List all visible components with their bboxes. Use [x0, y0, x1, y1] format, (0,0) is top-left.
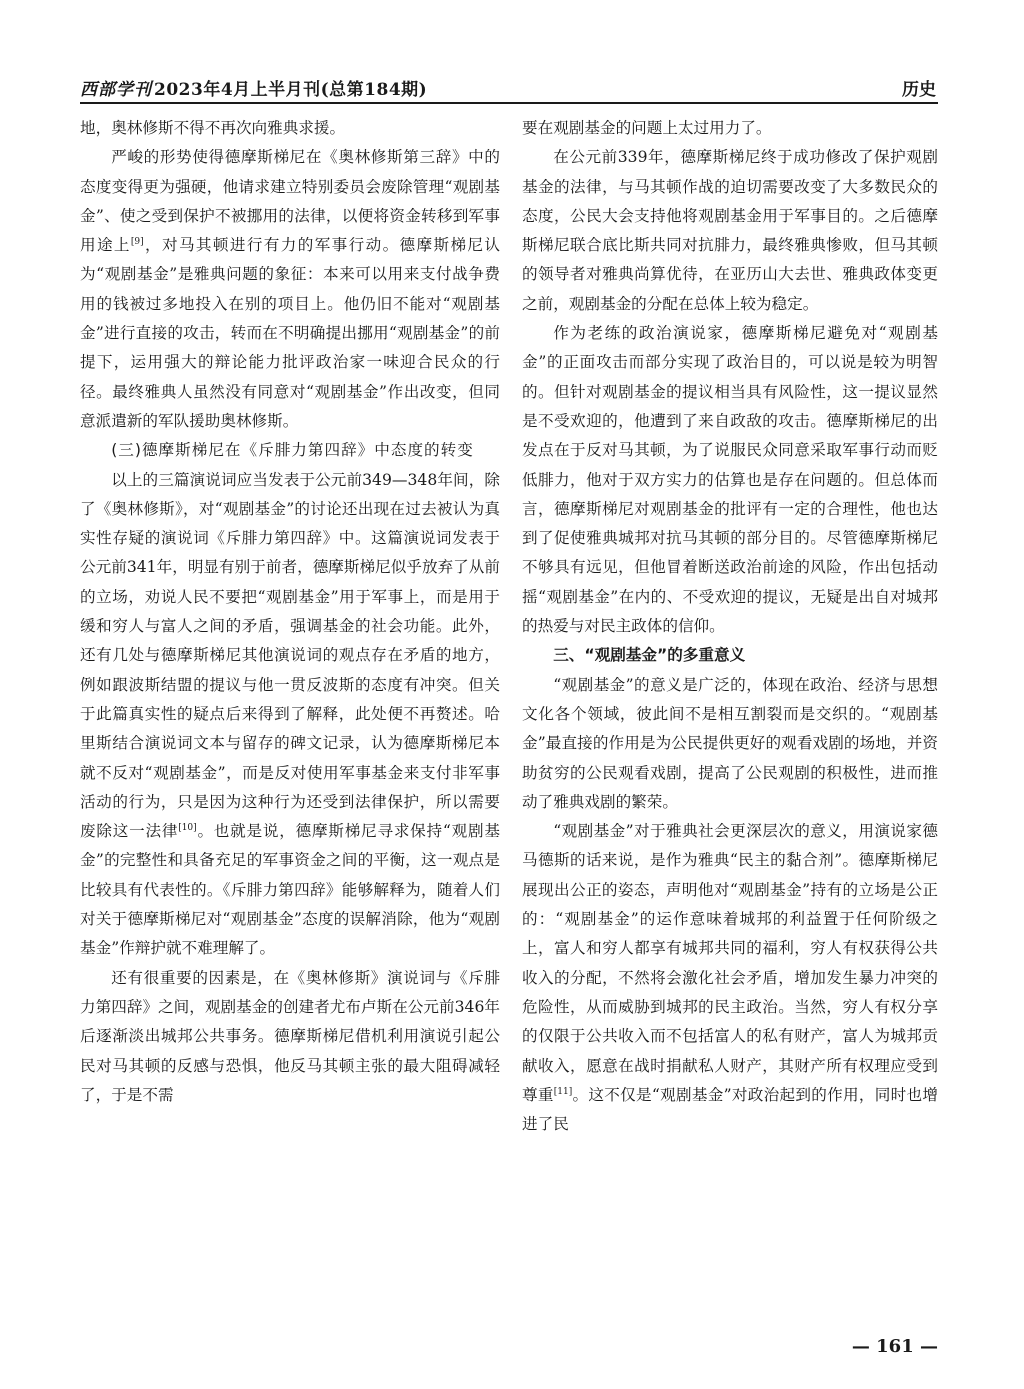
paragraph: 地，奥林修斯不得不再次向雅典求援。 — [80, 119, 346, 137]
paragraph — [80, 143, 500, 436]
paragraph — [80, 466, 500, 964]
left-column — [80, 114, 500, 1110]
right-column — [522, 114, 938, 1139]
journal-logo: 西部学刊 — [80, 80, 152, 100]
paragraph: 要在观剧基金的问题上太过用力了。 — [522, 119, 772, 137]
citation-ref: [11] — [553, 1086, 573, 1097]
paragraph: 在公元前339年，德摩斯梯尼终于成功修改了保护观剧基金的法律，与马其顿作战的迫切需要改变了大多数民众的态度，公民大会支持他将观剧基金用于军事目的。之后德摩斯梯尼联合底比斯共同对抗腓力，最终雅典惨败，但马其顿的领导者对雅典尚算优待，在亚历山大去世、雅典政体变更之前，观剧基金的分配在总体上较为稳定。 — [522, 148, 938, 313]
section-name: 历史 — [902, 80, 936, 100]
paragraph-text: 以上的三篇演说词应当发表于公元前349—348年间，除了《奥林修斯》，对“观剧基金”的讨论还出现在过去被认为真实性存疑的演说词《斥腓力第四辞》中。这篇演说词发表于公元前341年，明显有别于前者，德摩斯梯尼似乎放弃了从前的立场，劝说人民不要把“观剧基金”用于军事上，而是用于缓和穷人与富人之间的矛盾，强调基金的社会功能。此外，还有几处与德摩斯梯尼其他演说词的观点存在矛盾的地方，例如跟波斯结盟的提议与他一贯反波斯的态度有冲突。但关于此篇真实性的疑点后来得到了解释，此处便不再赘述。哈里斯结合演说词文本与留存的碑文记录，认为德摩斯梯尼本就不反对“观剧基金”，而是反对使用军事基金来支付非军事活动的行为，只是因为这种行为还受到法律保护，所以需要废除这一法律 — [80, 470, 500, 841]
paragraph-text: 。这不仅是“观剧基金”对政治起到的作用，同时也增进了民 — [522, 1085, 938, 1134]
running-header — [80, 72, 938, 104]
citation-ref: [10] — [178, 822, 197, 833]
paragraph-text: 。也就是说，德摩斯梯尼寻求保持“观剧基金”的完整性和具备充足的军事资金之间的平衡，这一观点是比较具有代表性的。《斥腓力第四辞》能够解释为，随着人们对关于德摩斯梯尼对“观剧基金”态度的误解消除，他为“观剧基金”作辩护就不难理解了。 — [80, 822, 500, 958]
paragraph: 作为老练的政治演说家，德摩斯梯尼避免对“观剧基金”的正面攻击而部分实现了政治目的，可以说是较为明智的。但针对观剧基金的提议相当具有风险性，这一提议显然是不受欢迎的，他遭到了来自政敌的攻击。德摩斯梯尼的出发点在于反对马其顿，为了说服民众同意采取军事行动而贬低腓力，他对于双方实力的估算也是存在问题的。但总体而言，德摩斯梯尼对观剧基金的批评有一定的合理性，他也达到了促使雅典城邦对抗马其顿的部分目的。尽管德摩斯梯尼不够具有远见，但他冒着断送政治前途的风险，作出包括动摇“观剧基金”在内的、不受欢迎的提议，无疑是出自对城邦的热爱与对民主政体的信仰。 — [522, 324, 938, 636]
page-number: — 161 — — [851, 1336, 938, 1357]
paragraph-text: “观剧基金”对于雅典社会更深层次的意义，用演说家德马德斯的话来说，是作为雅典“民主的黏合剂”。德摩斯梯尼展现出公正的姿态，声明他对“观剧基金”持有的立场是公正的：“观剧基金”的运作意味着城邦的利益置于任何阶级之上，富人和穷人都享有城邦共同的福利，穷人有权获得公共收入的分配，不然将会激化社会矛盾，增加发生暴力冲突的危险性，从而威胁到城邦的民主政治。当然，穷人有权分享的仅限于公共收入而不包括富人的私有财产，富人为城邦贡献收入，愿意在战时捐献私人财产，其财产所有权理应受到尊重 — [522, 822, 938, 1104]
paragraph-text: 严峻的形势使得德摩斯梯尼在《奥林修斯第三辞》中的态度变得更为强硬，他请求建立特别委员会废除管理“观剧基金”、使之受到保护不被挪用的法律，以便将资金转移到军事用途上 — [80, 148, 500, 255]
section-heading: 三、“观剧基金”的多重意义 — [553, 646, 746, 665]
paragraph — [522, 817, 938, 1139]
citation-ref: [9] — [130, 237, 144, 247]
paragraph-text: ，对马其顿进行有力的军事行动。德摩斯梯尼认为“观剧基金”是雅典问题的象征：本来可以用来支付战争费用的钱被过多地投入在别的项目上。他仍旧不能对“观剧基金”进行直接的攻击，转而在不明确提出挪用“观剧基金”的前提下，运用强大的辩论能力批评政治家一味迎合民众的行径。最终雅典人虽然没有同意对“观剧基金”作出改变，但同意派遣新的军队援助奥林修斯。 — [80, 236, 500, 430]
subsection-heading: (三)德摩斯梯尼在《斥腓力第四辞》中态度的转变 — [111, 441, 474, 460]
paragraph: 还有很重要的因素是，在《奥林修斯》演说词与《斥腓力第四辞》之间，观剧基金的创建者尤布卢斯在公元前346年后逐渐淡出城邦公共事务。德摩斯梯尼借机利用演说引起公民对马其顿的反感与恐惧，他反马其顿主张的最大阻碍减轻了，于是不需 — [80, 968, 500, 1104]
journal-issue: 2023年4月上半月刊(总第184期) — [154, 80, 428, 100]
paragraph: “观剧基金”的意义是广泛的，体现在政治、经济与思想文化各个领域，彼此间不是相互割裂而是交织的。“观剧基金”最直接的作用是为公民提供更好的观看戏剧的场地，并资助贫穷的公民观看戏剧，提高了公民观剧的积极性，进而推动了雅典戏剧的繁荣。 — [522, 675, 938, 811]
